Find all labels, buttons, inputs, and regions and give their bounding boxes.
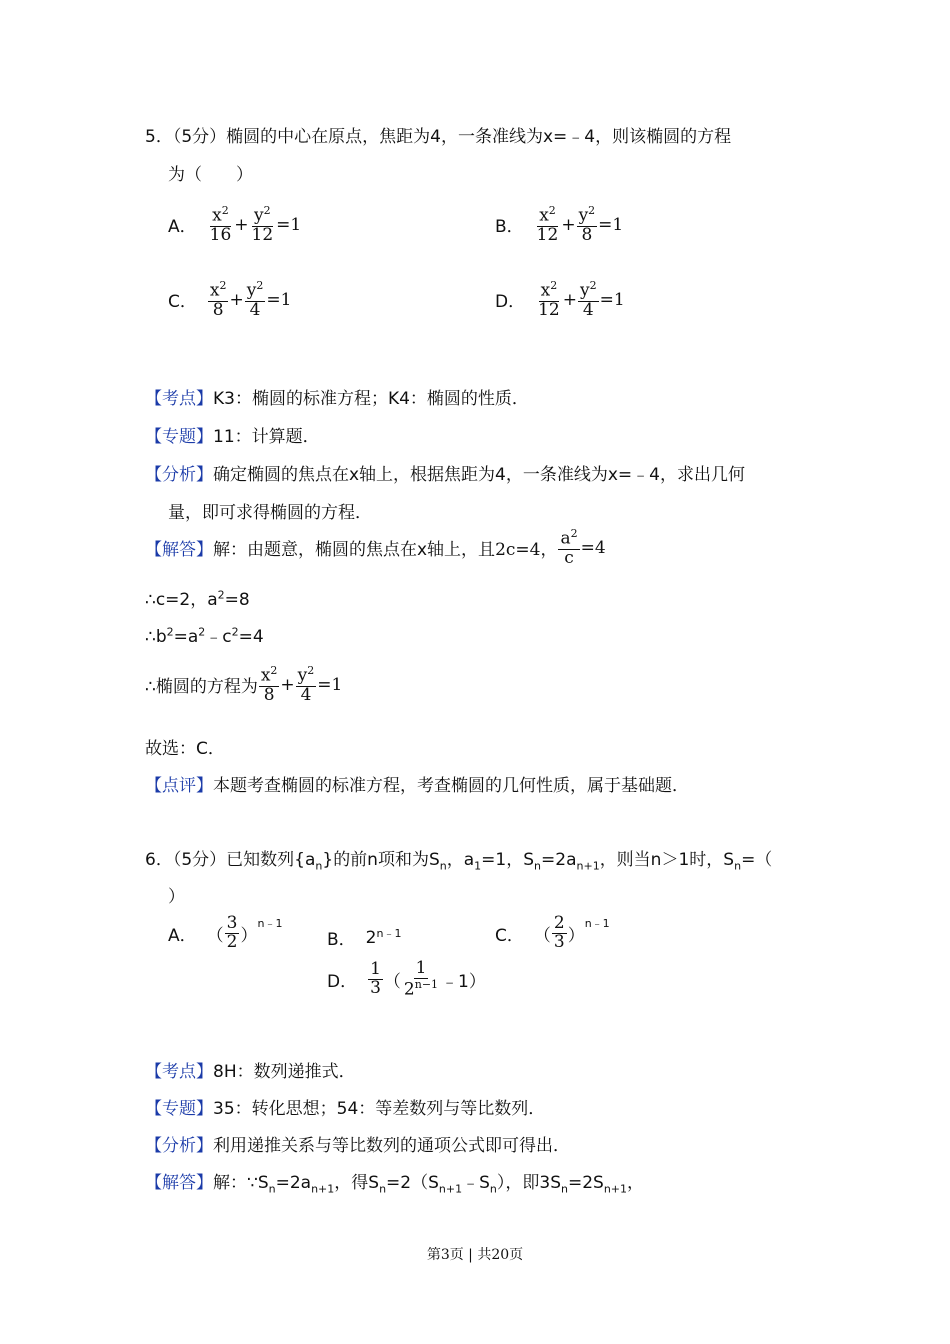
q5-fenxi-line2: 量，即可求得椭圆的方程． xyxy=(168,503,372,523)
q5-step3: ∴椭圆的方程为 $\frac{x^2}{8}$ + $\frac{y^2}{4}$ =1 xyxy=(145,664,343,705)
q6-option-c: C． （ $\frac{2}{3}$ ） $^{n﹣1}$ xyxy=(495,913,610,952)
option-label: A． xyxy=(168,217,197,238)
q6-option-a: A． （ $\frac{3}{2}$ ） $^{n﹣1}$ xyxy=(168,913,283,952)
q5-fenxi: 【分析】确定椭圆的焦点在x轴上，根据焦距为4，一条准线为x=﹣4，求出几何 xyxy=(145,465,745,485)
q5-step1: ∴c=2，$a^2=8$ xyxy=(145,588,250,610)
q6-kaodian: 【考点】8H：数列递推式． xyxy=(145,1062,356,1082)
q6-fenxi: 【分析】利用递推关系与等比数列的通项公式即可得出． xyxy=(145,1136,570,1156)
page-footer: 第3页 | 共20页 xyxy=(426,1247,524,1263)
q6-option-d: D． $\frac{1}{3}$ （ $\frac{1}{2^{n-1}}$ ﹣1） xyxy=(327,958,486,1000)
q5-kaodian: 【考点】K3：椭圆的标准方程；K4：椭圆的性质． xyxy=(145,389,529,409)
q5-stem-line2: 为（ ） xyxy=(168,165,253,185)
q5-stem-line1: 5．（5分）椭圆的中心在原点，焦距为4，一条准线为x=﹣4，则该椭圆的方程 xyxy=(145,127,732,147)
q5-step2: $\therefore b^2=a^2﹣c^2=4$ xyxy=(145,625,264,647)
option-label: B． xyxy=(495,217,524,238)
q5-answer: 故选：C． xyxy=(145,739,225,759)
q6-stem-line1: 6．（5分）已知数列$\{a_n\}$的前n项和为$S_n$，$a_1=1$，$S_n=2a_{n+1}$，则当n＞1时，$S_n=$（ xyxy=(145,850,773,873)
q6-jieda: 【解答】解：$\because S_n=2a_{n+1}$，得$S_n=2(S_{n+1}﹣S_n)$，即$3S_n=2S_{n+1}$， xyxy=(145,1173,645,1196)
q6-stem-line2: ） xyxy=(168,887,185,907)
q5-jieda: 【解答】 解：由题意，椭圆的焦点在x轴上，且 2c=4， $\frac{a^2}{c}$ =4 xyxy=(145,527,606,568)
q5-dianping: 【点评】本题考查椭圆的标准方程，考查椭圆的几何性质，属于基础题． xyxy=(145,776,689,796)
q5-option-d: D． $\frac{x^2}{12}$ + $\frac{y^2}{4}$ =1 xyxy=(495,279,625,320)
option-label: C． xyxy=(168,292,197,313)
q5-option-c: C． $\frac{x^2}{8}$ + $\frac{y^2}{4}$ =1 xyxy=(168,279,292,320)
q5-option-a: A． $\frac{x^2}{16}$ + $\frac{y^2}{12}$ =1 xyxy=(168,204,302,245)
q5-option-b: B． $\frac{x^2}{12}$ + $\frac{y^2}{8}$ =1 xyxy=(495,204,624,245)
q6-option-b: B． 2 $^{n﹣1}$ xyxy=(327,927,402,950)
q5-zhuanti: 【专题】11：计算题． xyxy=(145,427,320,447)
option-label: D． xyxy=(495,292,526,313)
q6-zhuanti: 【专题】35：转化思想；54：等差数列与等比数列． xyxy=(145,1099,546,1119)
